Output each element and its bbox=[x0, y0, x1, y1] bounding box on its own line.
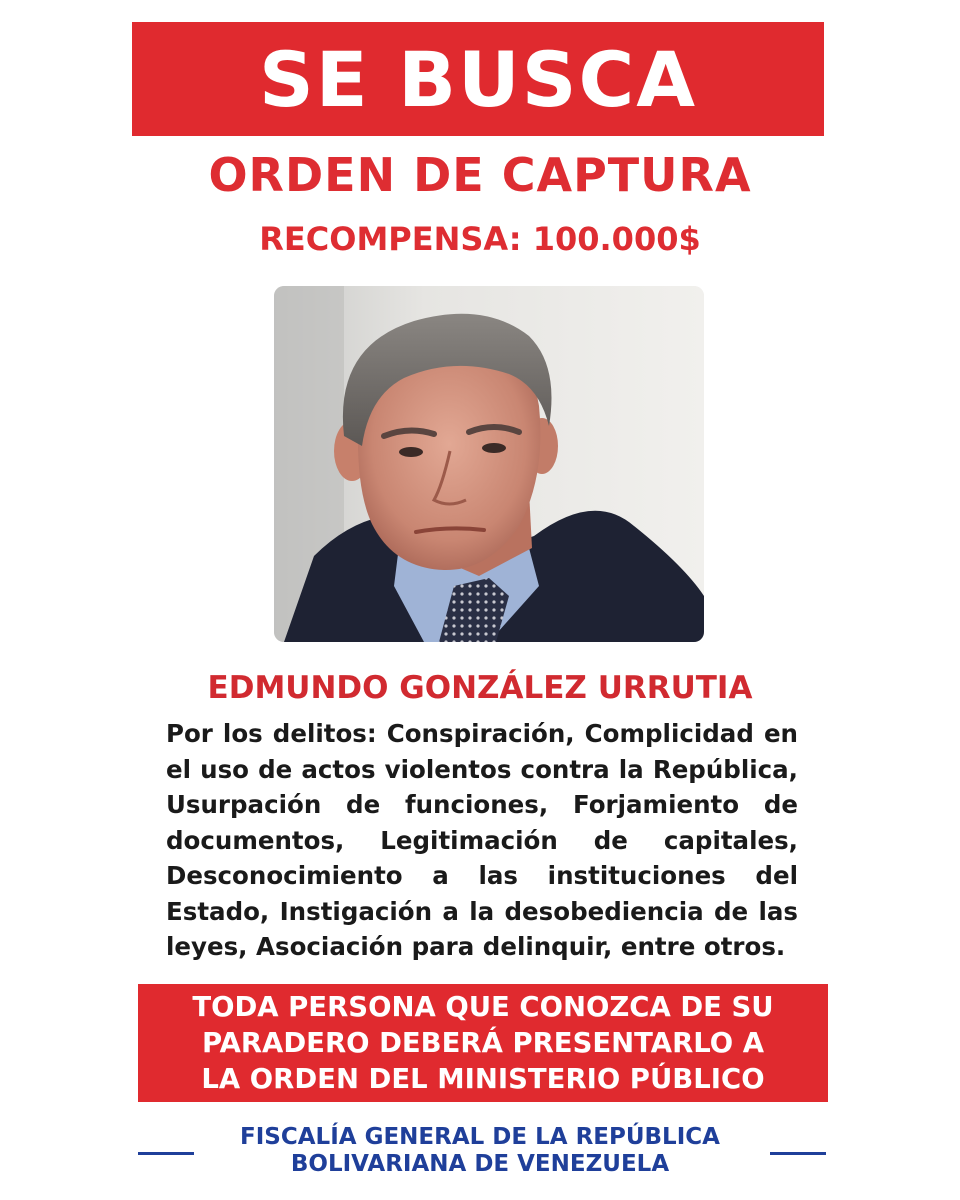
charges-paragraph: Por los delitos: Conspiración, Complicidad en el uso de actos violentos contra la República, Usurpación de funciones, Forjamiento de documentos, Legitimación de capitales, Desconocimiento a las instituciones del Estado, Instigación a la desobediencia de las leyes, Asociación para delinquir, entre otros. bbox=[166, 719, 798, 961]
notice-line-3: LA ORDEN DEL MINISTERIO PÚBLICO bbox=[201, 1063, 765, 1095]
portrait-photo bbox=[274, 286, 704, 642]
authority-line-2: BOLIVARIANA DE VENEZUELA bbox=[290, 1151, 670, 1177]
capture-order-heading: ORDEN DE CAPTURA bbox=[208, 148, 752, 202]
notice-banner bbox=[138, 984, 828, 1102]
reward-text: RECOMPENSA: 100.000$ bbox=[259, 220, 701, 258]
notice-line-1: TODA PERSONA QUE CONOZCA DE SU bbox=[192, 991, 774, 1023]
person-name: EDMUNDO GONZÁLEZ URRUTIA bbox=[207, 670, 753, 706]
title-banner bbox=[132, 22, 824, 136]
notice-text bbox=[163, 989, 803, 1097]
notice-line-2: PARADERO DEBERÁ PRESENTARLO A bbox=[201, 1027, 765, 1059]
issuing-authority bbox=[0, 1124, 960, 1178]
authority-line-1: FISCALÍA GENERAL DE LA REPÚBLICA bbox=[240, 1124, 720, 1150]
poster-title: SE BUSCA bbox=[258, 34, 698, 124]
